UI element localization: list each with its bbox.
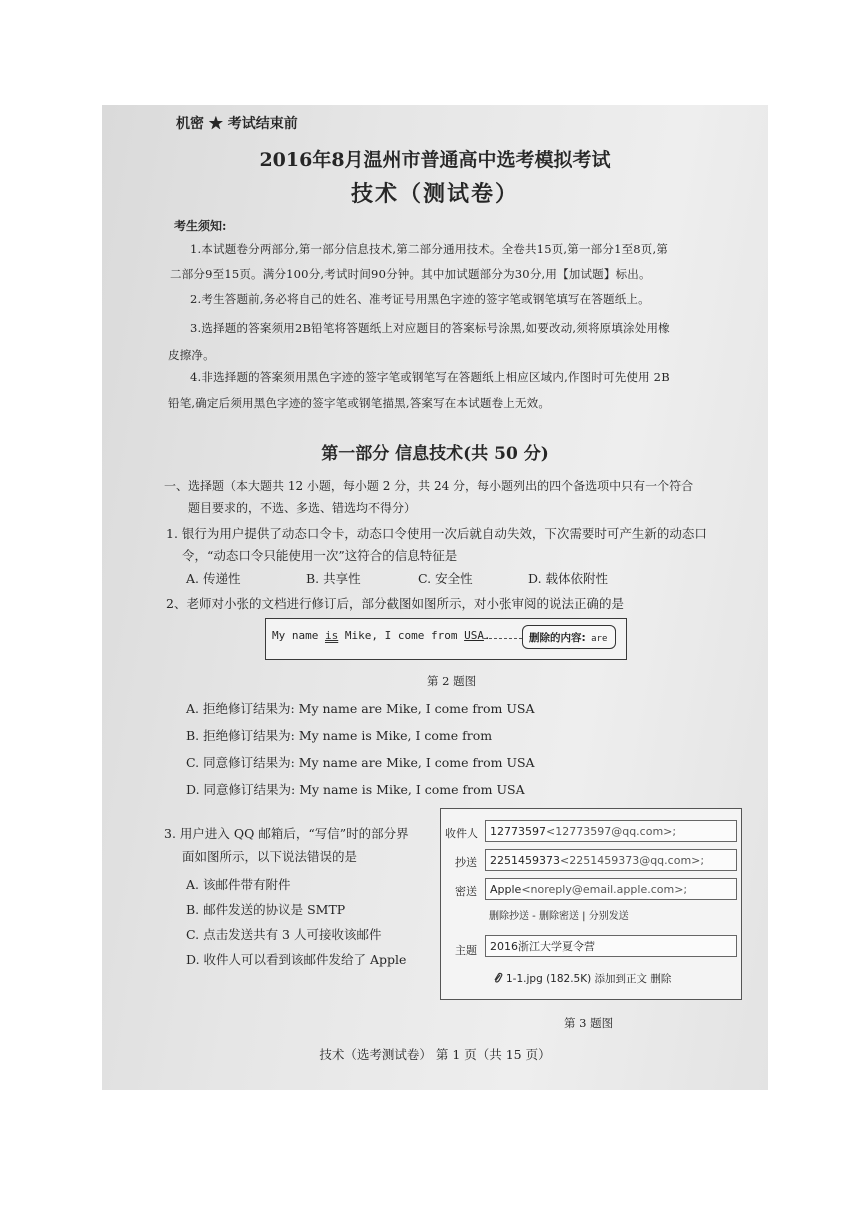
to-field: 12773597<12773597@qq.com>; (485, 820, 737, 842)
bcc-field: Apple<noreply@email.apple.com>; (485, 878, 737, 900)
revision-connector (484, 638, 522, 639)
mail-compose-figure (440, 808, 742, 1000)
cc-bcc-links: 删除抄送 - 删除密送 | 分别发送 (489, 911, 629, 922)
notice-line: 4.非选择题的答案须用黑色字迹的签字笔或钢笔写在答题纸上相应区域内,作图时可先使用 2B (190, 370, 670, 384)
to-label: 收件人 (445, 827, 478, 840)
exam-subtitle: 技术（测试卷） (350, 181, 519, 207)
notice-line: 3.选择题的答案须用2B铅笔将答题纸上对应题目的答案标号涂黑,如要改动,须将原填涂处用橡 (190, 321, 670, 335)
section-instruction: 一、选择题（本大题共 12 小题，每小题 2 分，共 24 分，每小题列出的四个备选项中只有一个符合 (164, 479, 694, 493)
revision-text: My name is Mike, I come from USA. (272, 629, 491, 642)
exam-page (102, 105, 768, 1090)
deleted-content-balloon: 删除的内容: are (522, 625, 616, 649)
question-2-option: C. 同意修订结果为: My name are Mike, I come from USA (186, 755, 535, 770)
question-2-option: B. 拒绝修订结果为: My name is Mike, I come from (186, 728, 493, 743)
subject-field: 2016浙江大学夏令营 (485, 935, 737, 957)
question-1-option: C. 安全性 (418, 571, 473, 586)
question-3-stem: 面如图所示，以下说法错误的是 (182, 849, 358, 864)
notice-line: 铅笔,确定后须用黑色字迹的签字笔或钢笔描黑,答案写在本试题卷上无效。 (168, 396, 551, 410)
page-footer: 技术（选考测试卷） 第 1 页（共 15 页） (319, 1047, 551, 1062)
notice-line: 1.本试题卷分两部分,第一部分信息技术,第二部分通用技术。全卷共15页,第一部分1至8页,第 (190, 242, 669, 256)
section-instruction: 题目要求的，不选、多选、错选均不得分） (188, 501, 417, 515)
question-3-option: D. 收件人可以看到该邮件发给了 Apple (186, 952, 407, 967)
question-3-stem: 3. 用户进入 QQ 邮箱后，“写信”时的部分界 (164, 826, 409, 841)
figure-caption: 第 2 题图 (427, 674, 477, 688)
question-1-stem: 令，“动态口令只能使用一次”这符合的信息特征是 (182, 548, 458, 563)
notice-line: 皮擦净。 (168, 348, 215, 362)
exam-title: 2016年8月温州市普通高中选考模拟考试 (259, 149, 611, 171)
confidential-mark: 机密 ★ 考试结束前 (176, 116, 298, 132)
bcc-label: 密送 (455, 885, 477, 898)
attachment-row: 1-1.jpg (182.5K) 添加到正文 删除 (493, 971, 671, 986)
question-2-stem: 2、老师对小张的文档进行修订后，部分截图如图所示，对小张审阅的说法正确的是 (166, 596, 624, 611)
cc-field: 2251459373<2251459373@qq.com>; (485, 849, 737, 871)
notice-line: 二部分9至15页。满分100分,考试时间90分钟。其中加试题部分为30分,用【加试题】标出。 (170, 267, 651, 281)
notice-heading: 考生须知: (174, 219, 227, 233)
question-3-option: B. 邮件发送的协议是 SMTP (186, 902, 346, 917)
revision-figure (265, 618, 627, 660)
notice-line: 2.考生答题前,务必将自己的姓名、准考证号用黑色字迹的签字笔或钢笔填写在答题纸上。 (190, 292, 650, 306)
subject-label: 主题 (455, 944, 477, 957)
question-1-option: A. 传递性 (186, 571, 241, 586)
question-1-option: B. 共享性 (306, 571, 361, 586)
question-2-option: A. 拒绝修订结果为: My name are Mike, I come from USA (186, 701, 535, 716)
question-1-option: D. 载体依附性 (528, 571, 609, 586)
question-3-option: C. 点击发送共有 3 人可接收该邮件 (186, 927, 382, 942)
part-title: 第一部分 信息技术(共 50 分) (321, 444, 549, 464)
question-1-stem: 1. 银行为用户提供了动态口令卡，动态口令使用一次后就自动失效，下次需要时可产生新的动态口 (166, 526, 707, 541)
figure-caption: 第 3 题图 (564, 1016, 614, 1030)
paperclip-icon (493, 972, 503, 984)
question-2-option: D. 同意修订结果为: My name is Mike, I come from USA (186, 782, 525, 797)
question-3-option: A. 该邮件带有附件 (186, 877, 291, 892)
cc-label: 抄送 (455, 856, 477, 869)
